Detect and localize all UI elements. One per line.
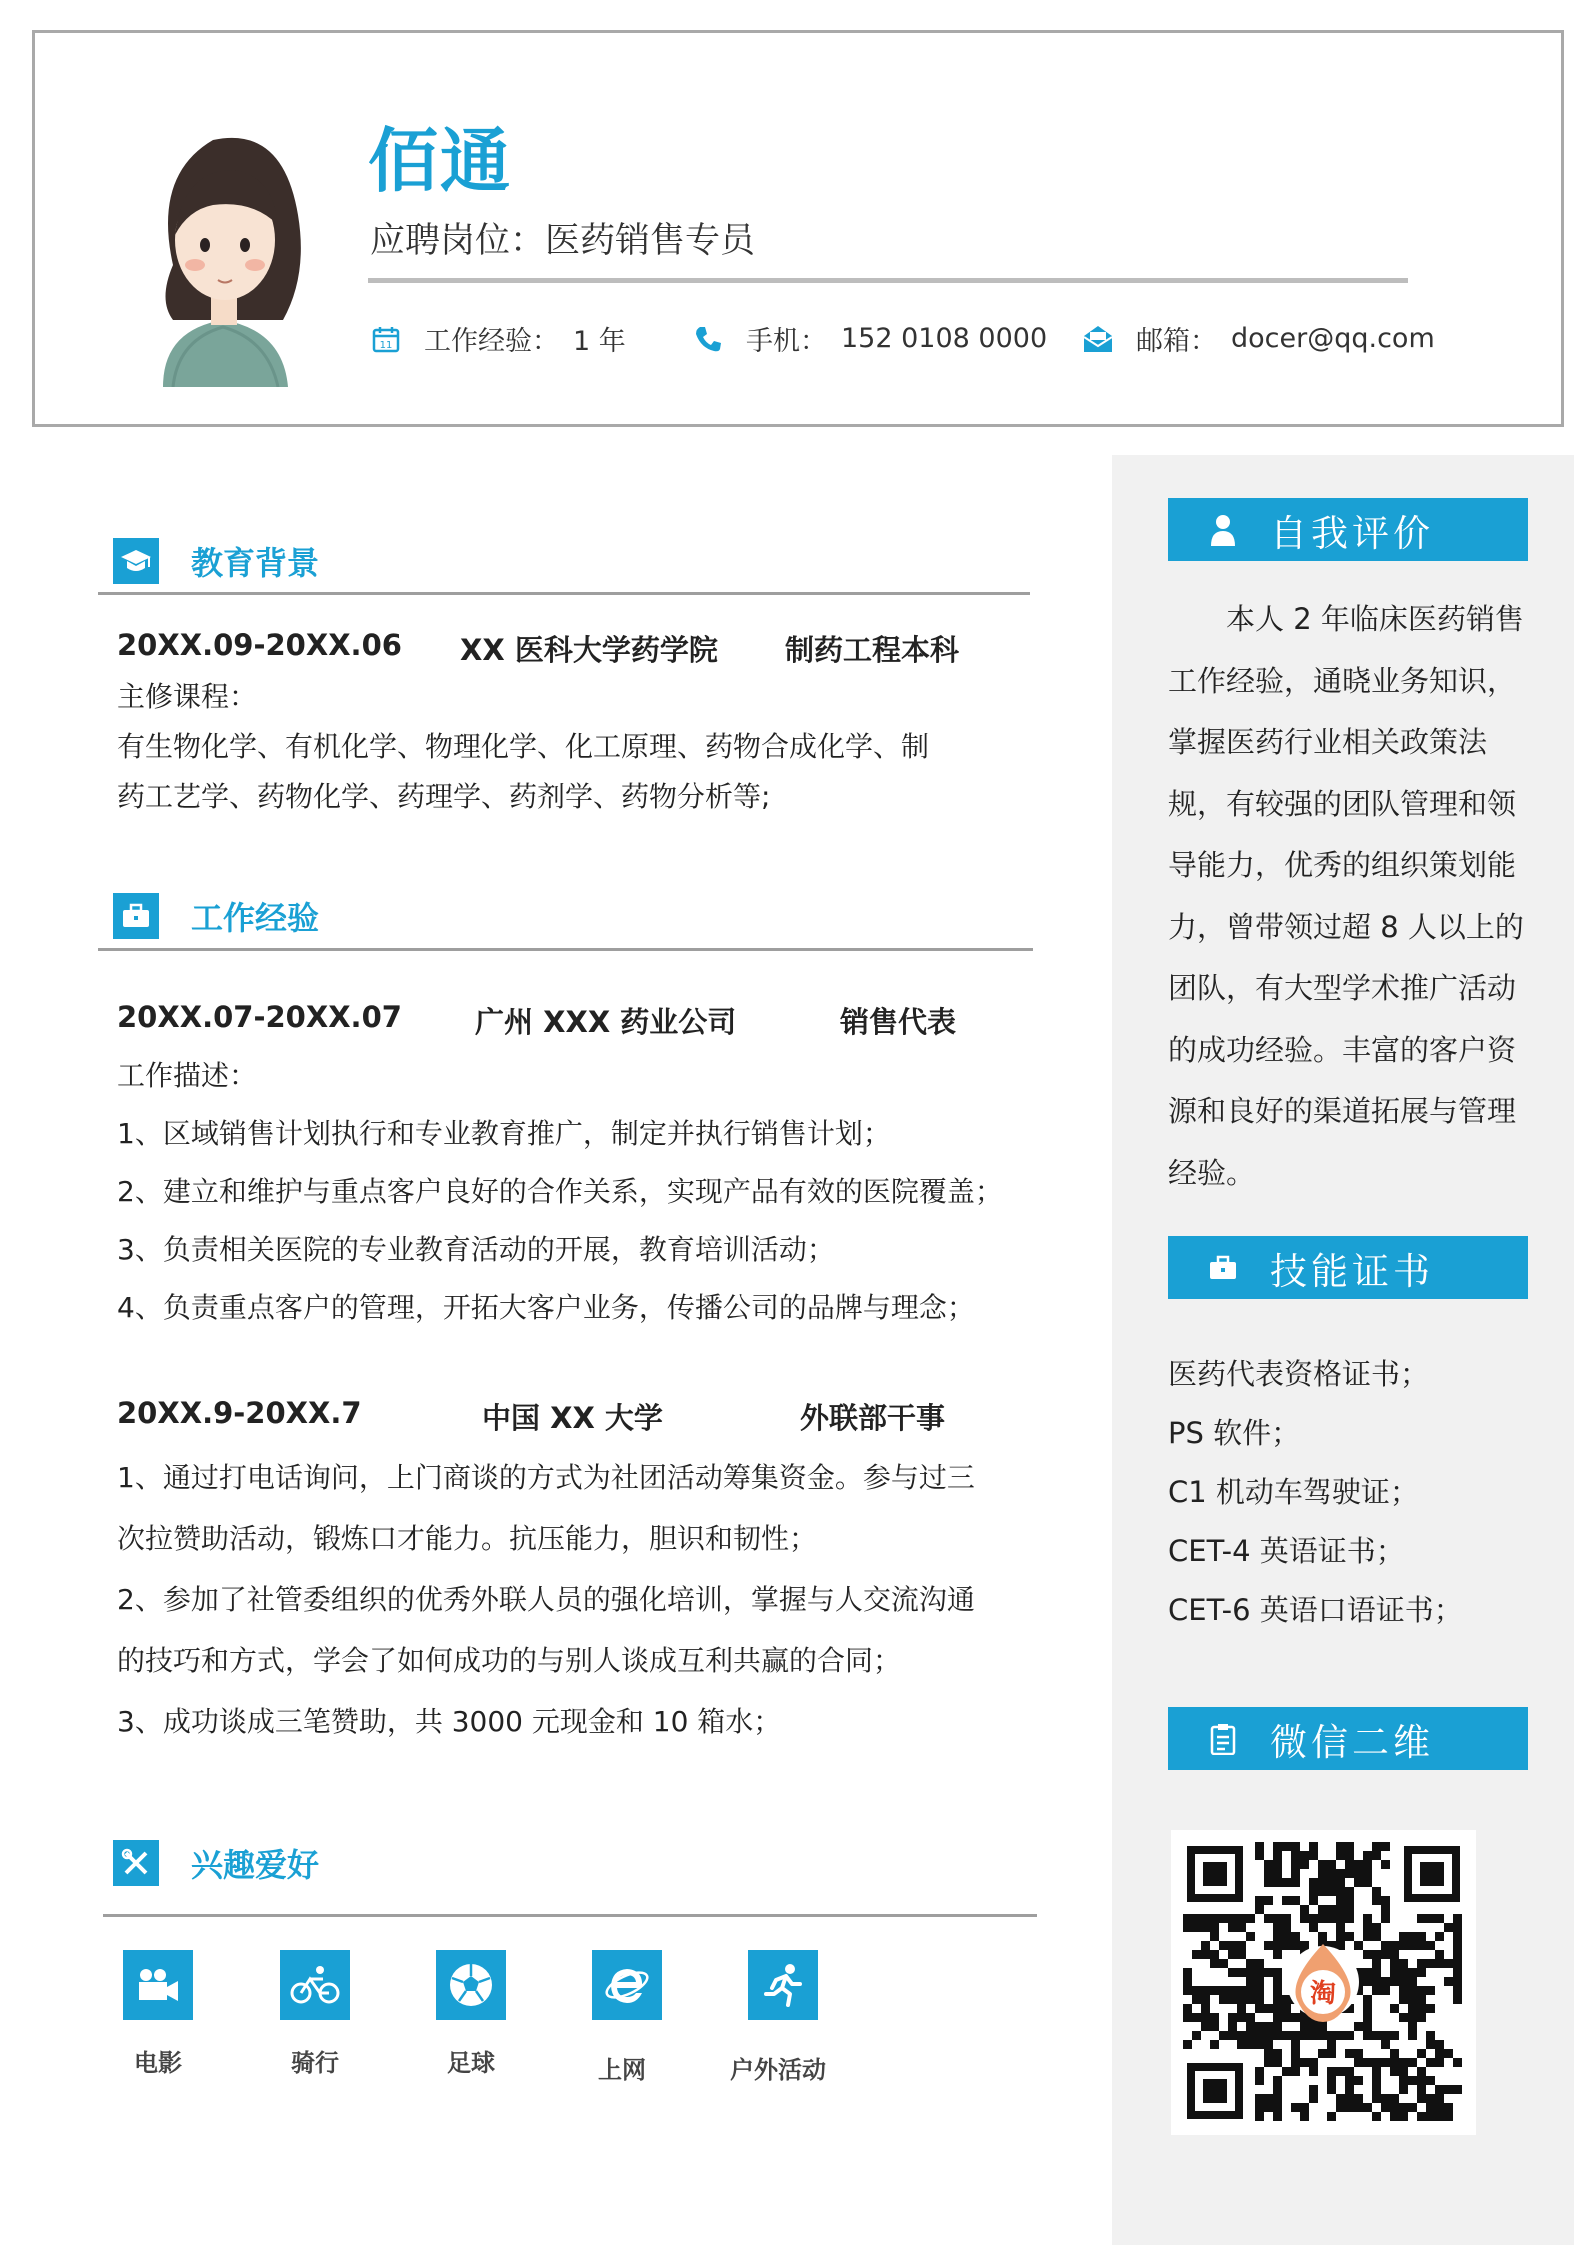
header-card bbox=[32, 30, 1564, 427]
work-section-title bbox=[113, 893, 319, 939]
skill-item: C1 机动车驾驶证； bbox=[1168, 1475, 1419, 1509]
phone-value: 152 0108 0000 bbox=[841, 323, 1048, 354]
job2-role: 外联部干事 bbox=[800, 1401, 946, 1435]
hobby-label-internet: 上网 bbox=[598, 2056, 646, 2084]
clipboard-icon bbox=[1200, 1723, 1246, 1755]
self-eval-line: 掌握医药行业相关政策法 bbox=[1168, 725, 1488, 759]
hobby-label-football: 足球 bbox=[447, 2049, 495, 2077]
job1-role: 销售代表 bbox=[840, 1005, 957, 1039]
avatar bbox=[133, 115, 313, 387]
job2-period: 20XX.9-20XX.7 bbox=[117, 1396, 362, 1430]
graduation-cap-icon bbox=[113, 538, 159, 584]
experience-value: 1 年 bbox=[573, 326, 626, 357]
candidate-name: 佰通 bbox=[368, 120, 512, 202]
self-eval-line: 经验。 bbox=[1168, 1155, 1256, 1190]
hobby-label-movie: 电影 bbox=[134, 2049, 182, 2077]
self-eval-line: 的成功经验。丰富的客户资 bbox=[1168, 1032, 1517, 1067]
job2-line-5: 3、成功谈成三笔赞助，共 3000 元现金和 10 箱水； bbox=[117, 1705, 782, 1738]
job1-desc-label: 工作描述： bbox=[117, 1059, 258, 1092]
education-section-title bbox=[113, 538, 319, 584]
phone-label: 手机： bbox=[746, 326, 827, 357]
self-eval-line: 规，有较强的团队管理和领 bbox=[1168, 786, 1517, 821]
skills-title: 技能证书 bbox=[1270, 1249, 1434, 1293]
skill-item: PS 软件； bbox=[1168, 1416, 1301, 1450]
education-period: 20XX.09-20XX.06 bbox=[117, 628, 402, 662]
internet-explorer-icon bbox=[592, 1950, 662, 2020]
briefcase-icon bbox=[1200, 1255, 1246, 1281]
calendar-icon bbox=[368, 321, 404, 357]
self-eval-line: 工作经验，通晓业务知识， bbox=[1168, 663, 1517, 698]
courses-label: 主修课程： bbox=[117, 680, 258, 713]
skills-section-title bbox=[1168, 1236, 1528, 1299]
hobbies-divider bbox=[103, 1914, 1037, 1917]
taobao-badge: 淘 bbox=[1309, 1979, 1337, 2009]
job2-line-3: 2、参加了社管委组织的优秀外联人员的强化培训，掌握与人交流沟通 bbox=[117, 1583, 975, 1616]
job1-period: 20XX.07-20XX.07 bbox=[117, 1000, 402, 1034]
skill-item: CET-6 英语口语证书； bbox=[1168, 1593, 1463, 1627]
hobbies-title: 兴趣爱好 bbox=[191, 1846, 320, 1884]
self-eval-line: 力，曾带领过超 8 人以上的 bbox=[1168, 909, 1524, 944]
hobby-label-cycling: 骑行 bbox=[291, 2049, 339, 2077]
tools-icon bbox=[113, 1840, 159, 1886]
self-eval-title: 自我评价 bbox=[1270, 511, 1434, 555]
skills-list bbox=[1168, 1345, 1532, 1640]
education-divider bbox=[98, 592, 1030, 595]
header-divider bbox=[368, 278, 1408, 283]
self-eval-text bbox=[1168, 589, 1532, 1204]
phone-item bbox=[690, 319, 1047, 358]
experience-item bbox=[368, 319, 626, 358]
courses-line-1: 有生物化学、有机化学、物理化学、化工原理、药物合成化学、制 bbox=[117, 730, 930, 763]
email-icon bbox=[1080, 321, 1116, 357]
job2-line-2: 次拉赞助活动，锻炼口才能力。抗压能力，胆识和韧性； bbox=[117, 1522, 818, 1555]
person-icon bbox=[1200, 514, 1246, 546]
hobbies-section-title bbox=[113, 1840, 319, 1886]
courses-line-2: 药工艺学、药物化学、药理学、药剂学、药物分析等; bbox=[117, 780, 771, 813]
wechat-title: 微信二维 bbox=[1270, 1720, 1434, 1764]
education-title: 教育背景 bbox=[191, 544, 320, 582]
email-item bbox=[1080, 319, 1435, 358]
job1-item-3: 3、负责相关医院的专业教育活动的开展，教育培训活动； bbox=[117, 1233, 835, 1266]
self-eval-line: 源和良好的渠道拓展与管理 bbox=[1168, 1094, 1517, 1128]
wechat-section-title bbox=[1168, 1707, 1528, 1770]
briefcase-icon bbox=[113, 893, 159, 939]
job2-line-4: 的技巧和方式，学会了如何成功的与别人谈成互利共赢的合同； bbox=[117, 1644, 902, 1677]
email-value: docer@qq.com bbox=[1231, 323, 1435, 354]
experience-label: 工作经验： bbox=[424, 326, 559, 357]
self-eval-section-title bbox=[1168, 498, 1528, 561]
email-label: 邮箱： bbox=[1136, 326, 1217, 357]
skill-item: CET-4 英语证书； bbox=[1168, 1534, 1405, 1568]
job1-item-4: 4、负责重点客户的管理，开拓大客户业务，传播公司的品牌与理念； bbox=[117, 1291, 975, 1324]
work-title: 工作经验 bbox=[191, 899, 320, 937]
self-eval-line: 团队，有大型学术推广活动 bbox=[1168, 971, 1517, 1005]
applied-position: 应聘岗位：医药销售专员 bbox=[370, 221, 756, 261]
job2-line-1: 1、通过打电话询问，上门商谈的方式为社团活动筹集资金。参与过三 bbox=[117, 1461, 975, 1494]
education-degree: 制药工程本科 bbox=[785, 633, 960, 667]
education-school: XX 医科大学药学院 bbox=[460, 633, 718, 667]
phone-icon bbox=[690, 321, 726, 357]
qr-code[interactable] bbox=[1171, 1830, 1476, 2135]
skill-item: 医药代表资格证书； bbox=[1168, 1357, 1430, 1391]
self-eval-line: 本人 2 年临床医药销售 bbox=[1168, 602, 1524, 636]
job1-item-1: 1、区域销售计划执行和专业教育推广，制定并执行销售计划； bbox=[117, 1117, 891, 1150]
svg-text:11: 11 bbox=[379, 339, 393, 351]
bicycle-icon bbox=[280, 1950, 350, 2020]
job1-company: 广州 XXX 药业公司 bbox=[475, 1005, 737, 1039]
movie-camera-icon bbox=[123, 1950, 193, 2020]
job2-company: 中国 XX 大学 bbox=[482, 1401, 663, 1435]
job1-item-2: 2、建立和维护与重点客户良好的合作关系，实现产品有效的医院覆盖； bbox=[117, 1175, 1003, 1208]
work-divider bbox=[98, 948, 1033, 951]
hobby-label-outdoor: 户外活动 bbox=[730, 2056, 826, 2084]
running-person-icon bbox=[748, 1950, 818, 2020]
soccer-ball-icon bbox=[436, 1950, 506, 2020]
self-eval-line: 导能力，优秀的组织策划能 bbox=[1168, 848, 1517, 882]
